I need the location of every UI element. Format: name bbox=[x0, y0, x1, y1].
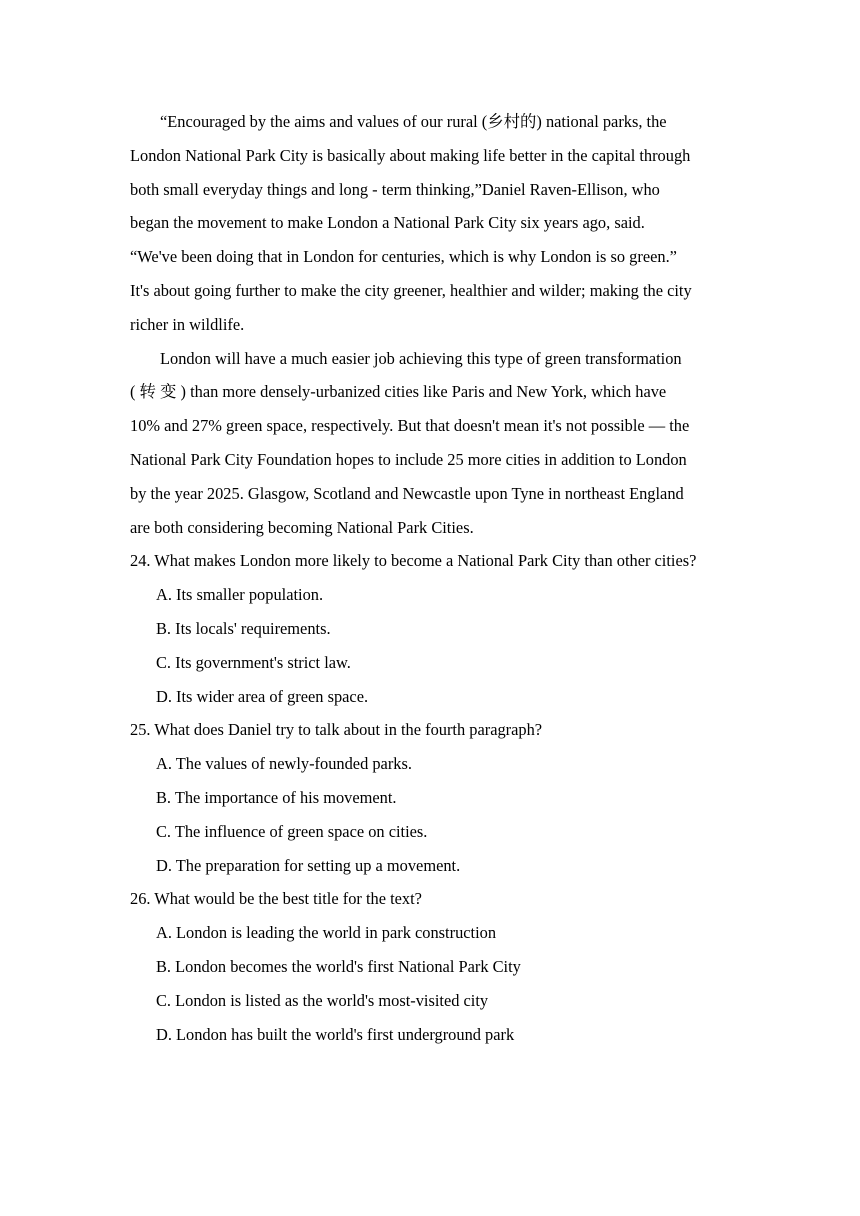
answer-option-d: D. Its wider area of green space. bbox=[156, 686, 369, 706]
question-25 bbox=[130, 713, 730, 882]
text-line: National Park City Foundation hopes to include 25 more cities in addition to London bbox=[130, 449, 687, 469]
text-line: both small everyday things and long - term thinking,”Daniel Raven-Ellison, who bbox=[130, 179, 660, 199]
question-26 bbox=[130, 882, 730, 1051]
answer-option-c: C. Its government's strict law. bbox=[156, 652, 351, 672]
answer-option-a: A. Its smaller population. bbox=[156, 585, 324, 605]
answer-option-a: A. London is leading the world in park construction bbox=[156, 923, 497, 943]
text-line: by the year 2025. Glasgow, Scotland and Newcastle upon Tyne in northeast England bbox=[130, 483, 684, 503]
text-line: ( 转 变 ) than more densely-urbanized cities like Paris and New York, which have bbox=[130, 382, 667, 402]
text-line: “We've been doing that in London for centuries, which is why London is so green.” bbox=[130, 247, 677, 267]
question-stem: 24. What makes London more likely to become a National Park City than other cities? bbox=[130, 551, 697, 571]
answer-option-b: B. The importance of his movement. bbox=[156, 787, 397, 807]
answer-option-c: C. London is listed as the world's most-visited city bbox=[156, 990, 489, 1010]
question-stem: 25. What does Daniel try to talk about in the fourth paragraph? bbox=[130, 720, 543, 740]
text-line: richer in wildlife. bbox=[130, 314, 245, 334]
answer-option-d: D. London has built the world's first underground park bbox=[156, 1024, 515, 1044]
text-line: London will have a much easier job achieving this type of green transformation bbox=[160, 348, 682, 368]
text-line: It's about going further to make the city greener, healthier and wilder; making the city bbox=[130, 280, 692, 300]
answer-option-d: D. The preparation for setting up a movement. bbox=[156, 855, 461, 875]
text-line: 10% and 27% green space, respectively. But that doesn't mean it's not possible — the bbox=[130, 416, 690, 436]
text-line: “Encouraged by the aims and values of our rural (乡村的) national parks, the bbox=[160, 112, 667, 131]
question-stem: 26. What would be the best title for the text? bbox=[130, 889, 422, 909]
passage-paragraph bbox=[130, 342, 730, 545]
question-24 bbox=[130, 544, 730, 713]
text-line: began the movement to make London a National Park City six years ago, said. bbox=[130, 213, 645, 233]
answer-option-a: A. The values of newly-founded parks. bbox=[156, 754, 412, 774]
answer-option-c: C. The influence of green space on cities. bbox=[156, 821, 428, 841]
answer-option-b: B. Its locals' requirements. bbox=[156, 618, 331, 638]
passage-paragraph bbox=[130, 105, 730, 342]
answer-option-b: B. London becomes the world's first National Park City bbox=[156, 956, 521, 976]
document-content bbox=[130, 105, 730, 1051]
text-line: London National Park City is basically about making life better in the capital through bbox=[130, 145, 691, 165]
text-line: are both considering becoming National Park Cities. bbox=[130, 517, 474, 537]
